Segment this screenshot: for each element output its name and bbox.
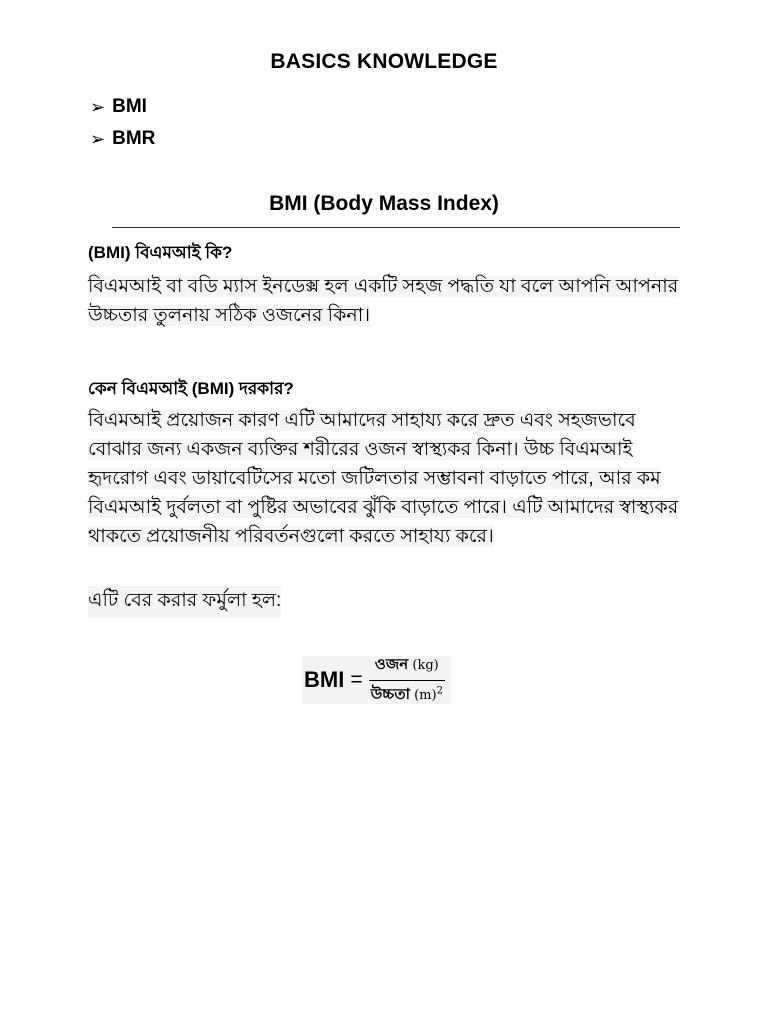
numerator-unit: (kg) bbox=[412, 657, 439, 673]
arrow-bullet-icon: ➢ bbox=[90, 96, 106, 117]
bullet-item-bmi bbox=[90, 96, 147, 118]
arrow-bullet-icon: ➢ bbox=[90, 128, 106, 149]
formula-lhs: BMI bbox=[304, 667, 345, 692]
formula-numerator bbox=[373, 653, 441, 678]
denominator-unit bbox=[414, 685, 443, 703]
bullet-item-bmr bbox=[90, 128, 155, 150]
formula-intro: এটি বের করার ফর্মুলা হল: bbox=[88, 586, 281, 618]
answer-paragraph-what-is-bmi bbox=[88, 272, 688, 330]
numerator-label: ওজন bbox=[374, 655, 409, 673]
question-heading-why-bmi: কেন বিএমআই (BMI) দরকার? bbox=[88, 379, 294, 398]
denominator-label: উচ্চতা bbox=[370, 685, 410, 703]
formula-fraction bbox=[369, 653, 445, 708]
document-title: BASICS KNOWLEDGE bbox=[270, 50, 498, 73]
section-title: BMI (Body Mass Index) bbox=[269, 192, 499, 215]
bullet-label: BMR bbox=[112, 128, 156, 149]
section-divider bbox=[112, 227, 680, 228]
question-heading-what-is-bmi: (BMI) বিএমআই কি? bbox=[88, 243, 233, 262]
answer-paragraph-why-bmi bbox=[88, 406, 688, 551]
denominator-unit-text: (m) bbox=[414, 687, 437, 703]
formula-denominator bbox=[369, 683, 445, 708]
formula-equals: = bbox=[350, 668, 363, 691]
paragraph-text: বিএমআই প্রয়োজন কারণ এটি আমাদের সাহায্য করে দ্রুত এবং সহজভাবে বোঝার জন্য একজন ব্যক্তির শরীরের ওজন স্বাস্থ্যকর কিনা। উচ্চ বিএমআই হৃদরোগ এবং ডায়াবেটিসের মতো জটিলতার সম্ভাবনা বাড়াতে পারে, আর কম বিএমআই দুর্বলতা বা পুষ্টির অভাবের ঝুঁকি বাড়াতে পারে। এটি আমাদের স্বাস্থ্যকর থাকতে প্রয়োজনীয় পরিবর্তনগুলো করতে সাহায্য করে। bbox=[88, 410, 679, 547]
bullet-label: BMI bbox=[112, 96, 147, 117]
fraction-bar bbox=[369, 680, 445, 681]
paragraph-text: বিএমআই বা বডি ম্যাস ইনডেক্স হল একটি সহজ পদ্ধতি যা বলে আপনি আপনার উচ্চতার তুলনায় সঠিক ওজনের কিনা। bbox=[88, 276, 679, 326]
exponent: 2 bbox=[436, 685, 443, 697]
bmi-formula bbox=[302, 656, 451, 704]
